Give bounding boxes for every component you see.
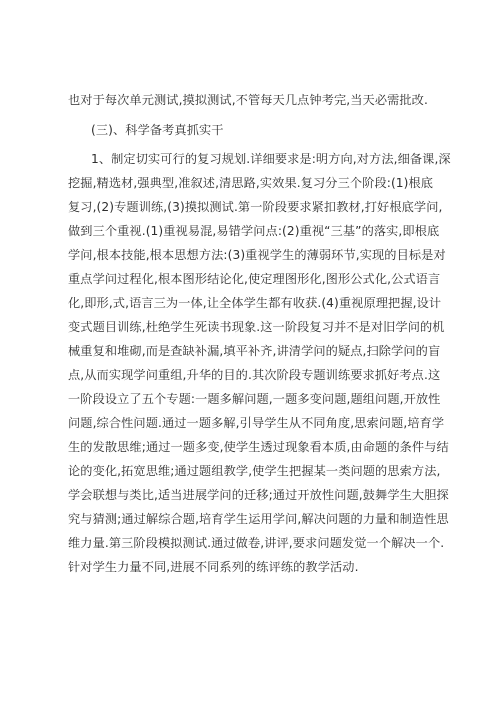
paragraph-line: 重点学问过程化,根本图形结论化,使定理图形化,图形公式化,公式语言: [68, 272, 441, 286]
paragraph-line: 生的发散思维;通过一题多变,使学生透过现象看本质,由命题的条件与结: [68, 440, 449, 454]
paragraph-line: 挖掘,精选材,强典型,准叙述,清思路,实效果.复习分三个阶段:(1)根底: [68, 176, 434, 190]
paragraph-line: 化,即形,式,语言三为一体,让全体学生都有收获.(4)重视原理把握,设计: [68, 296, 442, 310]
paragraph-line: 械重复和堆砌,而是查缺补漏,填平补齐,讲清学问的疑点,扫除学问的盲: [68, 344, 441, 358]
paragraph-line: 究与猜测;通过解综合题,培育学生运用学问,解决问题的力量和制造性思: [68, 512, 449, 526]
paragraph-line: 论的变化,拓宽思维;通过题组教学,使学生把握某一类问题的思索方法,: [68, 464, 441, 478]
section-heading: (三)、科学备考真抓实干: [91, 123, 224, 137]
paragraph-line: 复习,(2)专题训练,(3)摸拟测试.第一阶段要求紧扣教材,打好根底学问,: [68, 200, 443, 214]
paragraph-line: 问题,综合性问题.通过一题多解,引导学生从不同角度,思索问题,培育学: [68, 416, 445, 430]
paragraph-line: 针对学生力量不同,进展不同系列的练评练的教学活动.: [68, 560, 359, 574]
intro-line: 也对于每次单元测试,摸拟测试,不管每天几点钟考完,当天必需批改.: [68, 93, 428, 107]
paragraph-line: 点,从而实现学问重组,升华的目的.其次阶段专题训练要求抓好考点.这: [68, 368, 441, 382]
paragraph-line: 1、制定切实可行的复习规划.详细要求是:明方向,对方法,细备课,深: [91, 152, 451, 166]
paragraph-line: 做到三个重视.(1)重视易混,易错学问点:(2)重视“三基”的落实,即根底: [68, 224, 440, 238]
paragraph-line: 学问,根本技能,根本思想方法:(3)重视学生的薄弱环节,实现的目标是对: [68, 248, 446, 262]
paragraph-line: 学会联想与类比,适当进展学问的迁移;通过开放性问题,鼓舞学生大胆探: [68, 488, 449, 502]
paragraph-line: 维力量.第三阶段模拟测试.通过做卷,讲评,要求问题发觉一个解决一个.: [68, 536, 445, 550]
paragraph-line: 变式题目训练,杜绝学生死读书现象.这一阶段复习并不是对旧学问的机: [68, 320, 445, 334]
paragraph-line: 一阶段设立了五个专题:一题多解问题,一题多变问题,题组问题,开放性: [68, 392, 441, 406]
